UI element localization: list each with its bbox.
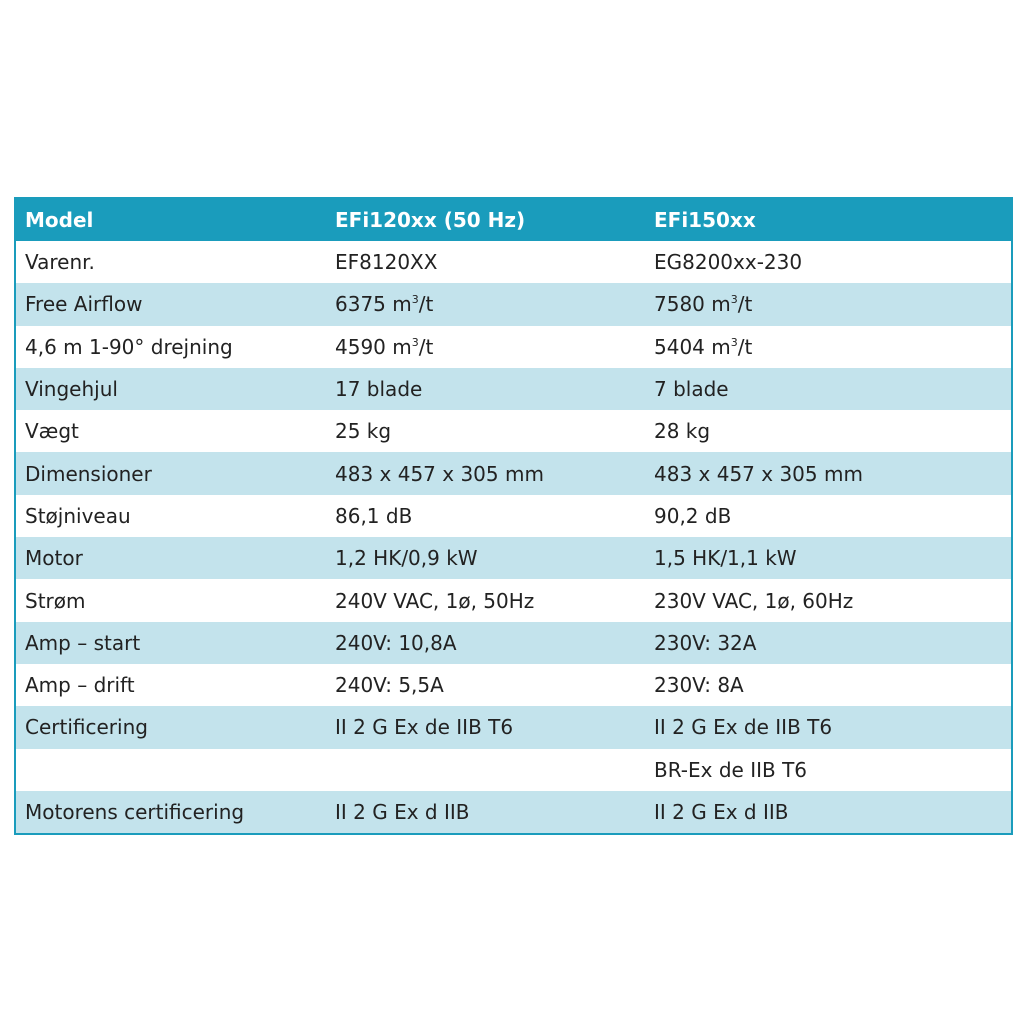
table-cell: EF8120XX bbox=[335, 250, 438, 275]
header-cell-efi150: EFi150xx bbox=[654, 208, 756, 232]
table-cell: Dimensioner bbox=[25, 461, 152, 486]
table-cell: Motorens certificering bbox=[25, 800, 245, 824]
table-row bbox=[16, 537, 1011, 579]
table-cell: Strøm bbox=[25, 588, 86, 613]
table-cell: 7580 $m^3/t$ bbox=[654, 292, 753, 317]
table-cell: II 2 G Ex d IIB bbox=[335, 800, 470, 824]
table-cell: 28 kg bbox=[654, 419, 711, 444]
table-cell: Free Airflow bbox=[25, 292, 143, 317]
table-cell: 4,6 m 1-90° drejning bbox=[25, 334, 233, 359]
table-cell: 1,2 HK/0,9 kW bbox=[335, 546, 478, 571]
table-cell: 25 kg bbox=[335, 419, 392, 444]
table-row bbox=[16, 579, 1011, 621]
table-row bbox=[16, 410, 1011, 452]
table-cell: II 2 G Ex de IIB T6 bbox=[335, 715, 514, 740]
table-cell: 230V VAC, 1ø, 60Hz bbox=[654, 588, 854, 613]
table-row bbox=[16, 706, 1011, 748]
table-cell: 483 x 457 x 305 mm bbox=[335, 461, 544, 486]
table-body bbox=[16, 241, 1011, 833]
table-cell: Certificering bbox=[25, 715, 148, 740]
table-cell: EG8200xx-230 bbox=[654, 250, 803, 275]
table-cell: 4590 $m^3/t$ bbox=[335, 334, 434, 359]
table-header-row bbox=[16, 199, 1011, 241]
table-row bbox=[16, 452, 1011, 494]
header-cell-efi120: EFi120xx (50 Hz) bbox=[335, 208, 526, 232]
table-cell: BR-Ex de IIB T6 bbox=[654, 757, 808, 782]
table-cell: 6375 $m^3/t$ bbox=[335, 292, 434, 317]
table-cell: 483 x 457 x 305 mm bbox=[654, 461, 863, 486]
table-cell: II 2 G Ex d IIB bbox=[654, 800, 789, 824]
table-cell: 1,5 HK/1,1 kW bbox=[654, 546, 797, 571]
table-cell: Amp – drift bbox=[25, 673, 135, 698]
table-cell: 5404 $m^3/t$ bbox=[654, 334, 753, 359]
table-cell: 17 blade bbox=[335, 377, 423, 402]
table-row bbox=[16, 241, 1011, 283]
table-row bbox=[16, 495, 1011, 537]
table-row bbox=[16, 622, 1011, 664]
table-cell: 240V: 5,5A bbox=[335, 673, 444, 698]
table-cell: 240V VAC, 1ø, 50Hz bbox=[335, 588, 535, 613]
table-cell: Motor bbox=[25, 546, 83, 571]
table-cell: Vægt bbox=[25, 419, 79, 444]
table-cell: 7 blade bbox=[654, 377, 729, 402]
table-row bbox=[16, 368, 1011, 410]
table-cell: Vingehjul bbox=[25, 377, 118, 402]
table-cell: Varenr. bbox=[25, 250, 95, 275]
table-row bbox=[16, 283, 1011, 325]
table-cell: 86,1 dB bbox=[335, 503, 413, 528]
table-cell: Amp – start bbox=[25, 630, 141, 655]
header-cell-model: Model bbox=[25, 208, 94, 232]
spec-table bbox=[14, 197, 1013, 835]
table-row bbox=[16, 791, 1011, 833]
table-row bbox=[16, 664, 1011, 706]
table-cell: II 2 G Ex de IIB T6 bbox=[654, 715, 833, 740]
table-cell: 230V: 32A bbox=[654, 630, 757, 655]
table-cell: 240V: 10,8A bbox=[335, 630, 457, 655]
table-cell: Støjniveau bbox=[25, 503, 131, 528]
table-row bbox=[16, 749, 1011, 791]
table-row bbox=[16, 326, 1011, 368]
table-cell: 90,2 dB bbox=[654, 503, 732, 528]
table-cell: 230V: 8A bbox=[654, 673, 744, 698]
